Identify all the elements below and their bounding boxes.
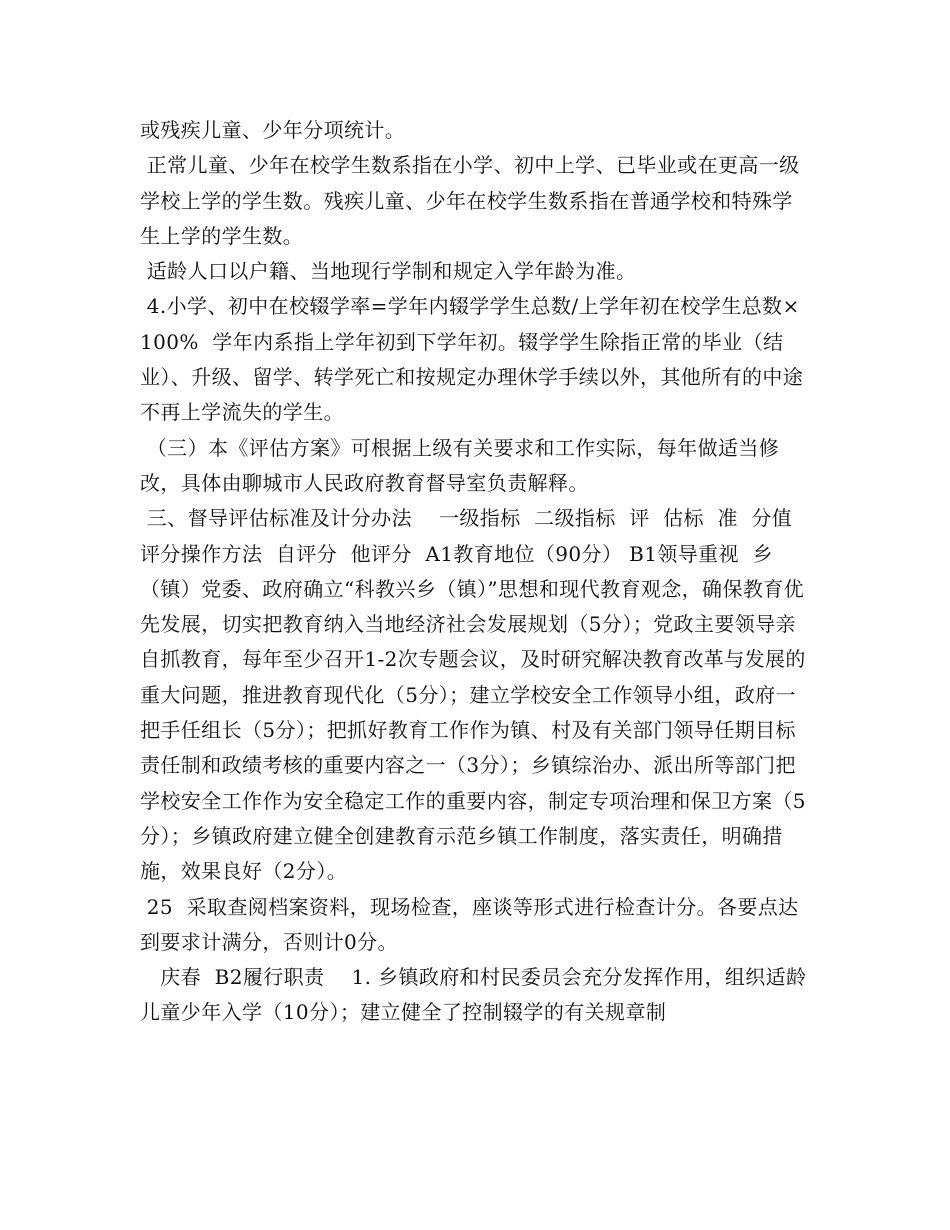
paragraph-enrolled-students-definition: 正常儿童、少年在校学生数系指在小学、初中上学、已毕业或在更高一级学校上学的学生数。残疾儿童、少年在校学生数系指在普通学校和特殊学生上学的学生数。 [140,153,800,248]
paragraph-plan-amendment: （三）本《评估方案》可根据上级有关要求和工作实际，每年做适当修改，具体由聊城市人民政府教育督导室负责解释。 [140,435,780,495]
document-body [140,113,812,1031]
paragraph-evaluation-standards: 三、督导评估标准及计分办法 一级指标 二级指标 评 估标 准 分值 评分操作方法 自评分 他评分 A1教育地位（90分） B1领导重视 乡（镇）党委、政府确立“科教兴乡（镇）”思想和现代教育观念，确保教育优先发展，切实把教育纳入当地经济社会发展规划（5分）；党政主要领导亲自抓教育，每年至少召开1-2次专题会议，及时研究解决教育改革与发展的重大问题，推进教育现代化（5分）；建立学校安全工作领导小组，政府一把手任组长（5分）；把抓好教育工作作为镇、村及有关部门领导任期目标责任制和政绩考核的重要内容之一（3分）；乡镇综治办、派出所等部门把学校安全工作作为安全稳定工作的重要内容，制定专项治理和保卫方案（5分）；乡镇政府建立健全创建教育示范乡镇工作制度，落实责任，明确措施，效果良好（2分）。 [140,506,806,884]
paragraph-disabled-children-stats: 或残疾儿童、少年分项统计。 [140,118,406,142]
paragraph-dropout-rate: 4.小学、初中在校辍学率=学年内辍学学生总数/上学年初在校学生总数×100% 学年内系指上学年初到下学年初。辍学学生除指正常的毕业（结业）、升级、留学、转学死亡和按规定办理休学手续以外，其他所有的中途不再上学流失的学生。 [140,294,804,425]
paragraph-scoring-method: 25 采取查阅档案资料，现场检查，座谈等形式进行检查计分。各要点达到要求计满分，否则计0分。 [140,894,799,954]
paragraph-school-age-population: 适龄人口以户籍、当地现行学制和规定入学年龄为准。 [140,259,637,284]
paragraph-b2-duties: 庆春 B2履行职责 1. 乡镇政府和村民委员会充分发挥作用，组织适龄儿童少年入学（10分）；建立健全了控制辍学的有关规章制 [140,965,807,1025]
